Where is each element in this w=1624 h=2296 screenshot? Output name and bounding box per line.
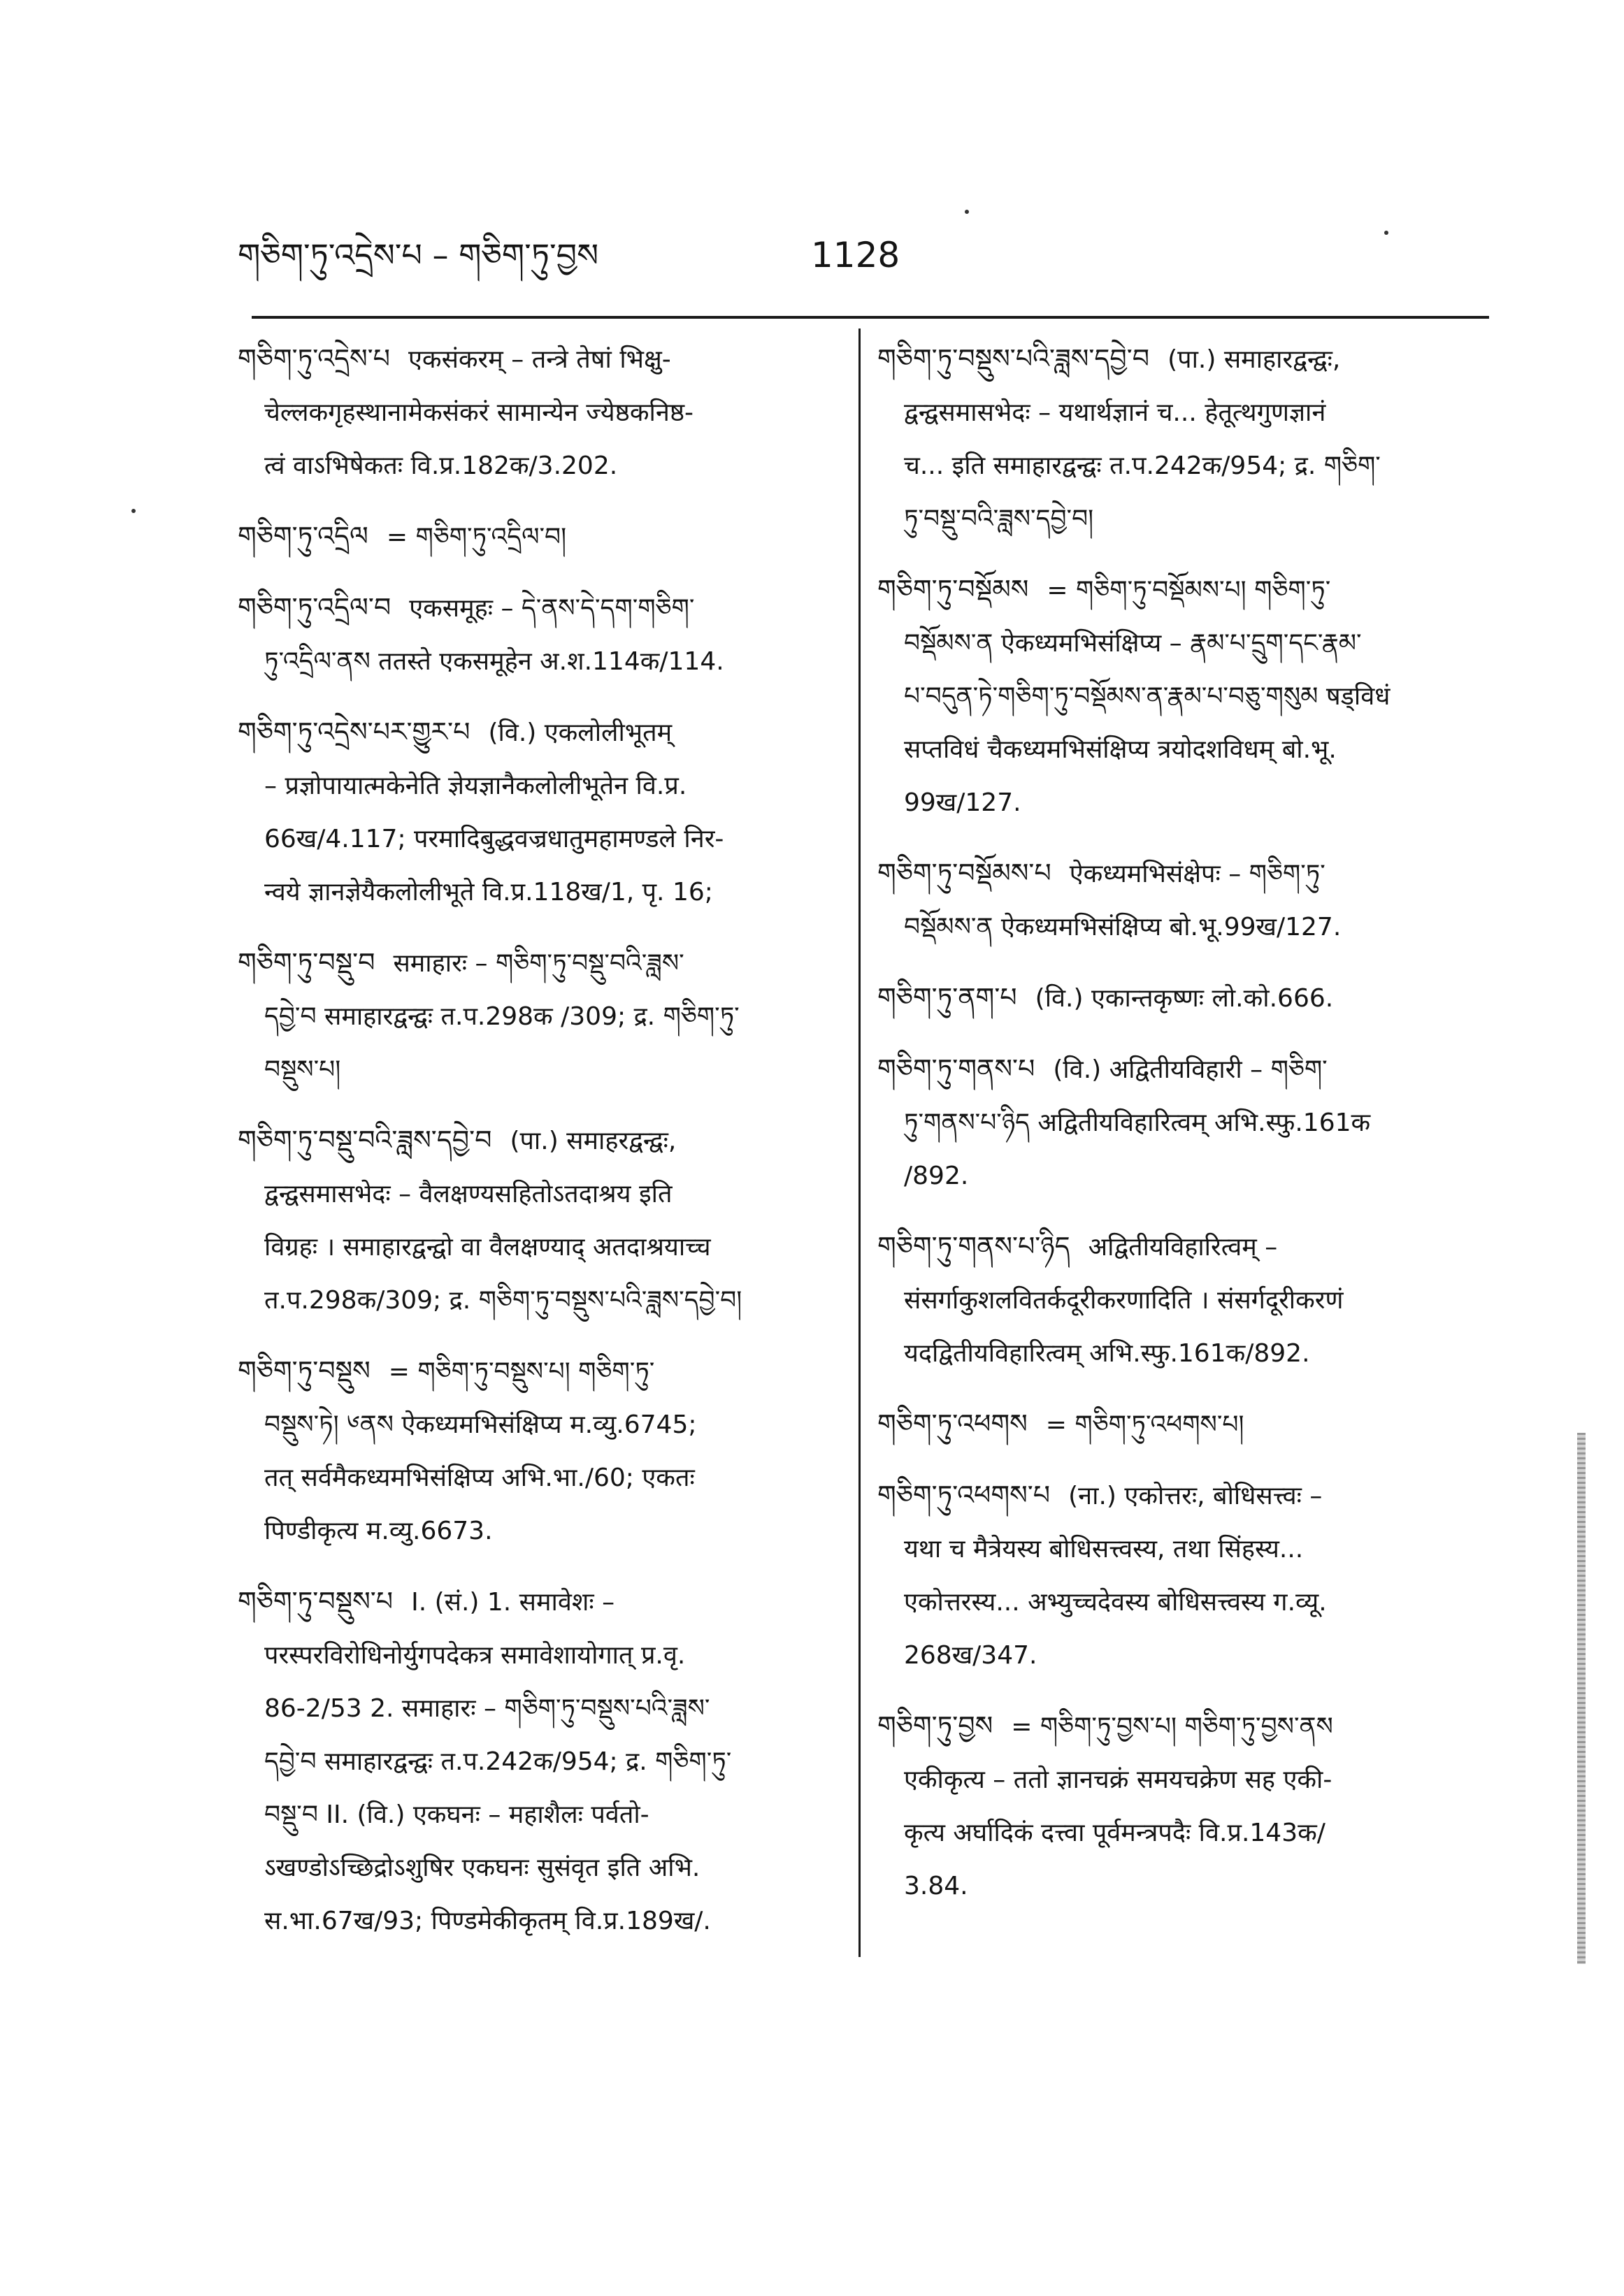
entry-text: (वि.) एकलोलीभूतम् [488,719,673,747]
entry-text: (ना.) एकोत्तरः, बोधिसत्त्वः – [1068,1482,1323,1510]
entry-headword: གཅིག་ཏུ་བསྡུས་པའི་ཟླས་དབྱེ་བ [877,343,1150,374]
entry-headword: གཅིག་ཏུ་བསྡུ་བ [238,947,375,978]
dictionary-entry [238,510,839,564]
entry-headword: གཅིག་ཏུ་བྱས [877,1710,993,1741]
entry-line: द्वन्द्वसमासभेदः – वैलक्षण्यसहितोऽतदाश्रय इति [264,1180,673,1208]
entry-first-line [877,1042,1479,1097]
entry-line: त.प.298क/309; द्र. གཅིག་ཏུ་བསྡུས་པའི་ཟླས་དབྱེ་བ། [264,1286,742,1315]
entry-first-line [238,936,839,990]
page-header [238,231,1496,287]
entry-text: (पा.) समाहरद्वन्द्वः, [510,1127,677,1155]
entry-first-line [238,581,839,635]
entry-text: (वि.) अद्वितीयविहारी – གཅིག་ [1053,1055,1328,1084]
entry-line: 99ख/127. [904,788,1021,817]
entry-line: न्वये ज्ञानज्ञेयैकलोलीभूते वि.प्र.118ख/1, पृ. 16; [264,878,713,907]
right-column [877,332,1479,1930]
dictionary-entry [238,1344,839,1558]
dictionary-entry [877,846,1479,954]
entry-line: 86-2/53 2. समाहारः – གཅིག་ཏུ་བསྡུས་པའི་ཟླས་ [264,1694,710,1723]
entry-headword: གཅིག་ཏུ་ནག་པ [877,982,1017,1013]
entry-headword: གཅིག་ཏུ་འདྲིལ་བ [238,592,391,623]
dictionary-entry [877,563,1479,830]
entry-first-line [877,1220,1479,1274]
entry-first-line [238,1575,839,1629]
header-rule [252,316,1489,319]
entry-text: (वि.) एकान्तकृष्णः लो.को.666. [1035,984,1334,1013]
running-head: གཅིག་ཏུ་འདྲེས་པ – གཅིག་ཏུ་བྱས [238,236,599,274]
entry-line: एकोत्तरस्य... अभ्युच्चदेवस्य बोधिसत्त्वस्य ग.व्यू. [904,1588,1327,1617]
entry-text: = གཅིག་ཏུ་བྱས་པ། གཅིག་ཏུ་བྱས་ནས [1011,1712,1333,1741]
dictionary-entry [877,1220,1479,1380]
entry-text: = གཅིག་ཏུ་འཕགས་པ། [1045,1410,1244,1439]
entry-line: 3.84. [904,1872,968,1900]
scan-speck [1384,231,1388,235]
entry-line: यदद्वितीयविहारित्वम् अभि.स्फु.161क/892. [904,1339,1310,1368]
column-divider [858,328,861,1957]
entry-line: ཏུ་བསྡུ་བའི་ཟླས་དབྱེ་བ། [904,505,1094,533]
entry-headword: གཅིག་ཏུ་བསྡུ་བའི་ཟླས་དབྱེ་བ [238,1125,492,1155]
dictionary-entry [877,1042,1479,1203]
entry-text: (पा.) समाहारद्वन्द्वः, [1167,345,1341,374]
entry-first-line [877,1699,1479,1754]
dictionary-entry [877,1699,1479,1913]
entry-line: བསྡུ་བ II. (वि.) एकघनः – महाशैलः पर्वतो- [264,1800,649,1829]
dictionary-entry [877,332,1479,546]
entry-line: – प्रज्ञोपायात्मकेनेति ज्ञेयज्ञानैकलोलीभूतेन वि.प्र. [264,772,687,800]
entry-line: ཏུ་གནས་པ་ཉིད अद्वितीयविहारित्वम् अभि.स्फु.161क [904,1109,1371,1137]
entry-headword: གཅིག་ཏུ་བསྡོམས་པ [877,858,1051,888]
entry-line: /892. [904,1162,969,1190]
dictionary-entry [238,1575,839,1948]
dictionary-entry [238,936,839,1097]
entry-headword: གཅིག་ཏུ་གནས་པ [877,1053,1035,1084]
entry-line: विग्रहः । समाहारद्वन्द्वो वा वैलक्षण्याद् अतदाश्रयाच्च [264,1233,711,1262]
entry-headword: གཅིག་ཏུ་འདྲེས་པར་གྱུར་པ [238,716,470,747]
entry-text: ऐकध्यमभिसंक्षेपः – གཅིག་ཏུ་ [1069,860,1325,888]
entry-headword: གཅིག་ཏུ་འདྲེས་པ [238,343,391,374]
entry-headword: གཅིག་ཏུ་འཕགས [877,1408,1028,1439]
entry-headword: གཅིག་ཏུ་བསྡུས [238,1355,371,1386]
scan-edge-mark [1577,1433,1586,1964]
entry-text: I. (सं.) 1. समावेशः – [411,1588,615,1617]
entry-text: = གཅིག་ཏུ་འདྲིལ་བ། [386,523,567,551]
entry-line: च... इति समाहारद्वन्द्वः त.प.242क/954; द्र. གཅིག་ [904,452,1381,480]
entry-line: བསྡོམས་ན ऐकध्यमभिसंक्षिप्य – རྣམ་པ་དྲུག་དང་རྣམ་ [904,629,1362,658]
dictionary-entry [877,1468,1479,1682]
entry-line: परस्परविरोधिनोर्युगपदेकत्र समावेशायोगात् प्र.वृ. [264,1641,686,1670]
entry-headword: གཅིག་ཏུ་འཕགས་པ [877,1480,1051,1510]
entry-headword: གཅིག་ཏུ་བསྡུས་པ [238,1586,394,1617]
entry-text: = གཅིག་ཏུ་བསྡུས་པ། གཅིག་ཏུ་ [388,1357,655,1386]
entry-first-line [238,1344,839,1399]
entry-line: དབྱེ་བ समाहारद्वन्द्वः त.प.298क /309; द्र. གཅིག་ཏུ་ [264,1002,740,1031]
dictionary-entry [877,971,1479,1025]
entry-text: अद्वितीयविहारित्वम् – [1088,1233,1278,1262]
entry-line: དབྱེ་བ समाहारद्वन्द्वः त.प.242क/954; द्र. གཅིག་ཏུ་ [264,1747,732,1776]
entry-line: ऽखण्डोऽच्छिद्रोऽशुषिर एकघनः सुसंवृत इति अभि. [264,1854,700,1882]
entry-line: पिण्डीकृत्य म.व्यु.6673. [264,1517,493,1545]
scan-speck [131,509,136,513]
dictionary-entry [238,332,839,493]
entry-line: 268ख/347. [904,1641,1037,1670]
entry-first-line [238,705,839,760]
entry-line: तत् सर्वमैकध्यमभिसंक्षिप्य अभि.भा./60; एकतः [264,1464,695,1492]
entry-first-line [877,332,1479,387]
entry-headword: གཅིག་ཏུ་གནས་པ་ཉིད [877,1231,1070,1262]
entry-line: संसर्गाकुशलवितर्कदूरीकरणादिति । संसर्गदूरीकरणं [904,1286,1344,1315]
entry-line: कृत्य अर्घादिकं दत्त्वा पूर्वमन्त्रपदैः वि.प्र.143क/ [904,1819,1325,1847]
entry-first-line [877,1468,1479,1523]
left-column [238,332,839,1965]
entry-line: द्वन्द्वसमासभेदः – यथार्थज्ञानं च... हेतूत्थगुणज्ञानं [904,398,1326,427]
entry-line: चेल्लकगृहस्थानामेकसंकरं सामान्येन ज्येष्ठकनिष्ठ- [264,398,694,427]
entry-line: त्वं वाऽभिषेकतः वि.प्र.182क/3.202. [264,452,618,480]
page-number: 1128 [811,235,900,275]
dictionary-entry [238,705,839,919]
entry-line: བསྡུས་ཏེ། ༦ནས ऐकध्यमभिसंक्षिप्य म.व्यु.6745; [264,1410,697,1439]
entry-first-line [238,1113,839,1168]
entry-line: ཏུ་འདྲིལ་ནས ततस्ते एकसमूहेन अ.श.114क/114. [264,647,724,676]
entry-headword: གཅིག་ཏུ་བསྡོམས [877,574,1029,605]
entry-text: एकसंकरम् – तन्त्रे तेषां भिक्षु- [408,345,671,374]
dictionary-entry [238,581,839,688]
entry-first-line [877,563,1479,617]
entry-line: एकीकृत्य – ततो ज्ञानचक्रं समयचक्रेण सह एकी- [904,1766,1332,1794]
entry-first-line [877,846,1479,901]
entry-first-line [238,332,839,387]
dictionary-entry [877,1397,1479,1452]
entry-text: एकसमूहः – དེ་ནས་དེ་དག་གཅིག་ [409,594,695,623]
entry-line: सप्तविधं चैकध्यमभिसंक्षिप्य त्रयोदशविधम् बो.भू. [904,735,1337,764]
entry-line: स.भा.67ख/93; पिण्डमेकीकृतम् वि.प्र.189ख/. [264,1907,711,1935]
entry-line: བསྡུས་པ། [264,1055,341,1084]
dictionary-entry [238,1113,839,1327]
entry-first-line [877,971,1479,1025]
entry-line: यथा च मैत्रेयस्य बोधिसत्त्वस्य, तथा सिंहस्य... [904,1535,1304,1564]
entry-line: 66ख/4.117; परमादिबुद्धवज्रधातुमहामण्डले निर- [264,825,724,853]
entry-headword: གཅིག་ཏུ་འདྲིལ [238,521,368,551]
entry-line: བསྡོམས་ན ऐकध्यमभिसंक्षिप्य बो.भू.99ख/127. [904,913,1342,941]
entry-first-line [238,510,839,564]
entry-line: པ་བདུན་ཏེ་གཅིག་ཏུ་བསྡོམས་ན་རྣམ་པ་བཅུ་གསུམ षड्विधं [904,682,1391,711]
entry-text: = གཅིག་ཏུ་བསྡོམས་པ། གཅིག་ཏུ་ [1047,576,1331,605]
entry-text: समाहारः – གཅིག་ཏུ་བསྡུ་བའི་ཟླས་ [393,949,684,978]
scan-speck [965,210,969,214]
entry-first-line [877,1397,1479,1452]
